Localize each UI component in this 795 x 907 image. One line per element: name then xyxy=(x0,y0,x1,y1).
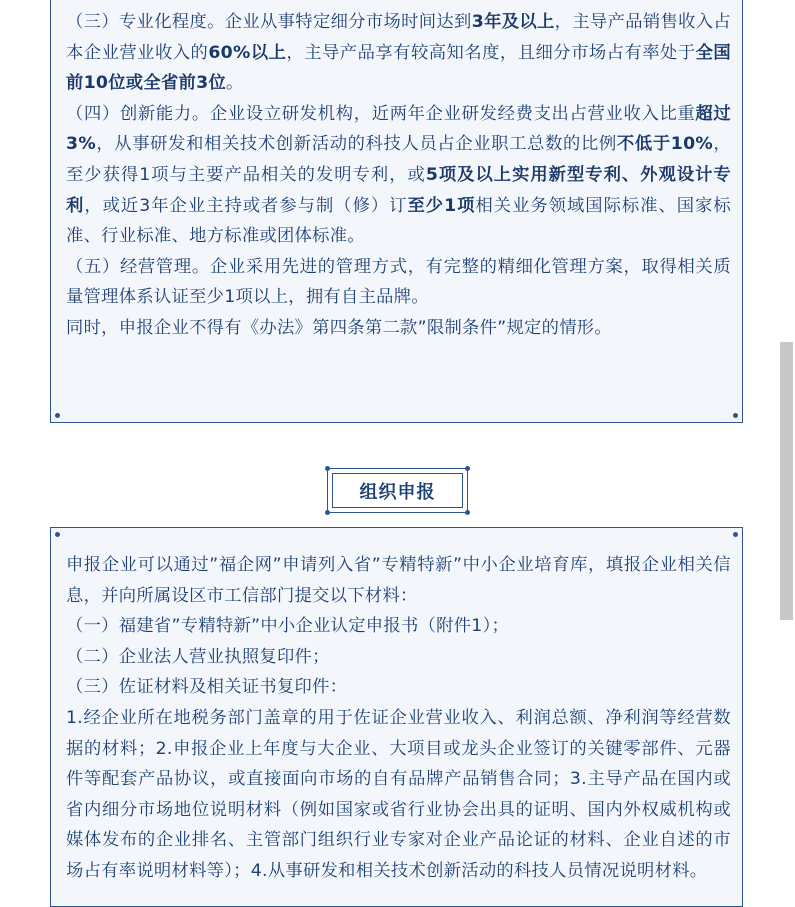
body-text: ，从事研发和相关技术创新活动的科技人员占企业职工总数的比例 xyxy=(95,134,617,155)
emphasis-text: 全国前10位或全省前3位 xyxy=(66,42,731,94)
corner-dot xyxy=(465,466,470,471)
corner-dot xyxy=(465,510,470,515)
scrollbar-track[interactable] xyxy=(778,0,795,880)
body-text: （一）福建省”专精特新”中小企业认定申报书（附件1）； xyxy=(66,616,510,637)
emphasis-text: 5项及以上实用新型专利、外观设计专利 xyxy=(66,164,732,216)
application-paragraph xyxy=(66,550,731,611)
body-text: 1.经企业所在地税务部门盖章的用于佐证企业营业收入、利润总额、净利润等经营数据的材料；2.申报企业上年度与大企业、大项目或龙头企业签订的关键零部件、元器件等配套产品协议，或直接面向市场的自有品牌产品销售合同；3.主导产品在国内或省内细分市场地位说明材料（例如国家或省行业协会出具的证明、国内外权威机构或媒体发布的企业排名、主管部门组织行业专家对企业产品论证的材料、企业自述的市场占有率说明材料等）；4.从事研发和相关技术创新活动的科技人员情况说明材料。 xyxy=(66,707,731,881)
corner-dot xyxy=(733,413,738,418)
body-text: ，主导产品享有较高知名度，且细分市场占有率处于 xyxy=(286,42,696,63)
body-text: （二）企业法人营业执照复印件； xyxy=(66,646,330,667)
emphasis-text: 至少1项 xyxy=(407,195,476,216)
emphasis-text: 超过3% xyxy=(66,103,731,155)
emphasis-text: 60%以上 xyxy=(208,42,287,63)
section-title: 组织申报 xyxy=(332,473,463,508)
criteria-paragraph xyxy=(66,7,731,99)
emphasis-text: 不低于10% xyxy=(616,134,714,155)
body-text: 同时，申报企业不得有《办法》第四条第二款”限制条件”规定的情形。 xyxy=(66,317,612,338)
criteria-box xyxy=(50,0,743,423)
corner-dot xyxy=(325,510,330,515)
criteria-paragraph xyxy=(66,252,731,313)
criteria-paragraph xyxy=(66,99,731,252)
body-text: 申报企业可以通过”福企网”申请列入省”专精特新”中小企业培育库，填报企业相关信息，并向所属设区市工信部门提交以下材料： xyxy=(66,555,731,606)
body-text: （三）佐证材料及相关证书复印件： xyxy=(66,677,348,698)
corner-dot xyxy=(55,413,60,418)
application-text xyxy=(66,550,731,887)
criteria-text xyxy=(66,7,731,344)
application-paragraph xyxy=(66,611,731,642)
criteria-paragraph xyxy=(66,313,731,344)
corner-dot xyxy=(733,532,738,537)
body-text: 。 xyxy=(226,73,244,94)
body-text: ，或近3年企业主持或者参与制（修）订 xyxy=(84,195,408,216)
body-text: ，至少获得1项与主要产品相关的发明专利，或 xyxy=(66,134,731,185)
application-box xyxy=(50,527,743,907)
body-text: （四）创新能力。企业设立研发机构，近两年企业研发经费支出占营业收入比重 xyxy=(66,103,696,124)
scrollbar-thumb[interactable] xyxy=(780,342,793,620)
section-title-frame xyxy=(327,468,468,513)
application-paragraph xyxy=(66,672,731,703)
application-paragraph xyxy=(66,703,731,887)
body-text: 相关业务领域国际标准、国家标准、行业标准、地方标准或团体标准。 xyxy=(66,195,731,247)
body-text: （五）经营管理。企业采用先进的管理方式，有完整的精细化管理方案，取得相关质量管理体系认证至少1项以上，拥有自主品牌。 xyxy=(66,256,731,308)
corner-dot xyxy=(325,466,330,471)
body-text: （三）专业化程度。企业从事特定细分市场时间达到 xyxy=(66,12,472,32)
emphasis-text: 3年及以上 xyxy=(471,12,555,32)
corner-dot xyxy=(55,532,60,537)
application-paragraph xyxy=(66,642,731,673)
body-text: ，主导产品销售收入占本企业营业收入的 xyxy=(66,12,731,63)
